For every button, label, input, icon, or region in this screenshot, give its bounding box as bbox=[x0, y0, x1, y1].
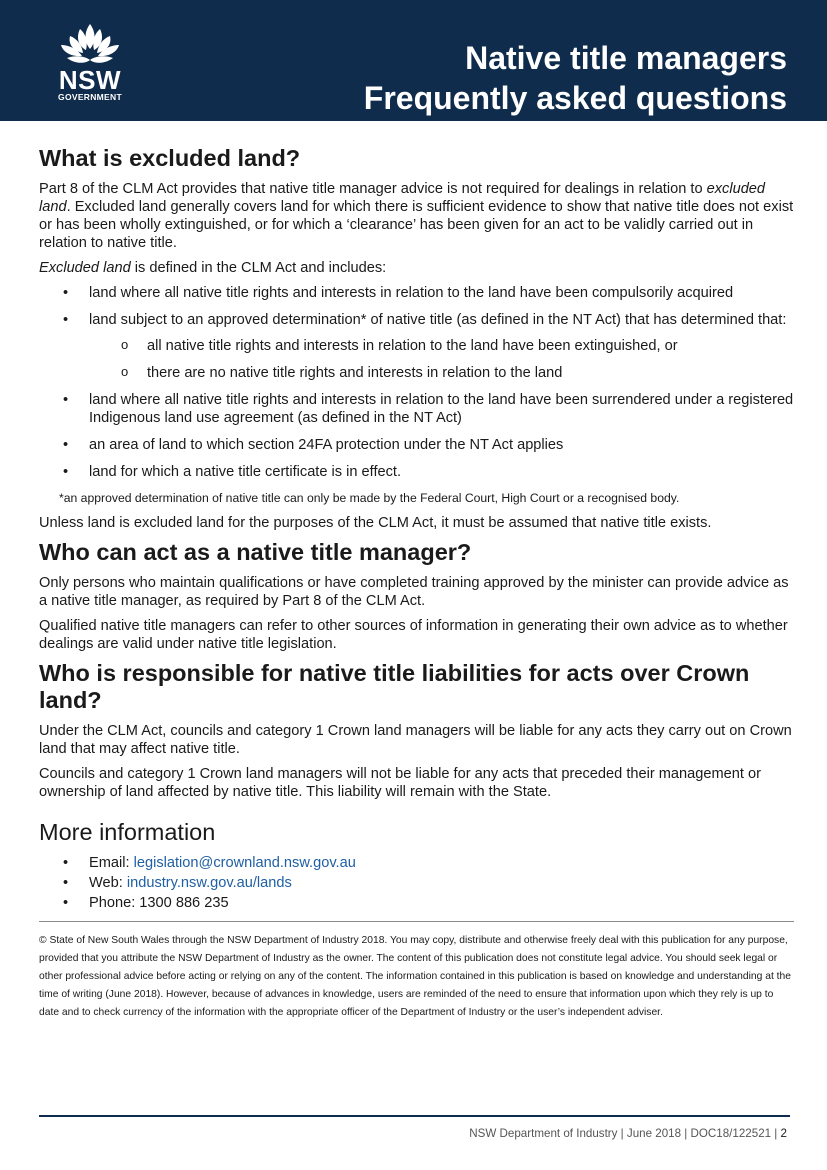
header-banner bbox=[0, 0, 827, 121]
paragraph-excluded-land-intro bbox=[39, 180, 794, 252]
paragraph-qualifications: Only persons who maintain qualifications or have completed training approved by the minister can provide advice as a native title manager, as required by Part 8 of the CLM Act. bbox=[39, 575, 789, 609]
heading-more-information: More information bbox=[39, 819, 216, 845]
logo-government-text: GOVERNMENT bbox=[58, 92, 122, 102]
heading-liabilities: Who is responsible for native title liabilities for acts over Crown land? bbox=[39, 660, 750, 713]
email-label: Email: bbox=[89, 855, 134, 871]
excluded-land-list bbox=[39, 284, 794, 481]
page-footer bbox=[469, 1127, 787, 1140]
sub-list bbox=[89, 337, 794, 382]
footnote-approved-determination: *an approved determination of native title can only be made by the Federal Court, High Court or a recognised body. bbox=[59, 491, 680, 505]
contact-list bbox=[39, 854, 794, 912]
page-title bbox=[364, 38, 787, 118]
contact-email bbox=[39, 854, 794, 872]
paragraph-native-title-assumed: Unless land is excluded land for the purposes of the CLM Act, it must be assumed that native title exists. bbox=[39, 515, 712, 531]
contact-phone: • Phone: 1300 886 235 bbox=[39, 894, 794, 912]
contact-web bbox=[39, 874, 794, 892]
emphasis-text: excluded land bbox=[39, 181, 766, 215]
heading-excluded-land: What is excluded land? bbox=[39, 145, 301, 171]
list-item: • an area of land to which section 24FA protection under the NT Act applies bbox=[39, 436, 794, 454]
paragraph-state-liability: Councils and category 1 Crown land managers will not be liable for any acts that preceded their management or ownership of land affected by native title. This liability will remain with the State. bbox=[39, 766, 761, 800]
sub-list-item: o all native title rights and interests in relation to the land have been extinguished, or bbox=[89, 337, 794, 355]
paragraph-excluded-land-definition bbox=[39, 259, 794, 277]
list-item: • land where all native title rights and interests in relation to the land have been surrendered under a registered Indigenous land use agreement (as defined in the NT Act) bbox=[39, 391, 794, 427]
text-span: Part 8 of the CLM Act provides that native title manager advice is not required for dealings in relation to bbox=[39, 181, 707, 197]
footer-text: NSW Department of Industry | June 2018 | DOC18/122521 | bbox=[469, 1127, 781, 1140]
list-item-text: land subject to an approved determination* of native title (as defined in the NT Act) that has determined that: bbox=[89, 312, 787, 328]
page-title-line-1: Native title managers bbox=[465, 40, 787, 76]
paragraph-other-sources: Qualified native title managers can refer to other sources of information in generating their own advice as to whether dealings are valid under native title legislation. bbox=[39, 618, 788, 652]
document-body bbox=[39, 145, 794, 1022]
waratah-icon bbox=[53, 22, 127, 68]
footer-divider bbox=[39, 1115, 790, 1117]
nsw-government-logo bbox=[50, 22, 130, 106]
list-item bbox=[39, 311, 794, 382]
heading-who-can-act: Who can act as a native title manager? bbox=[39, 539, 472, 565]
emphasis-text: Excluded land bbox=[39, 260, 131, 276]
list-item: • land for which a native title certificate is in effect. bbox=[39, 463, 794, 481]
paragraph-councils-liable: Under the CLM Act, councils and category 1 Crown land managers will be liable for any acts they carry out on Crown land that may affect native title. bbox=[39, 723, 792, 757]
divider bbox=[39, 921, 794, 922]
page-number: 2 bbox=[780, 1127, 787, 1140]
text-span: . Excluded land generally covers land for which there is sufficient evidence to show that native title does not exist or has been wholly extinguished, or for which a ‘clearance’ has been given for an act to be validly carried out in relation to native title. bbox=[39, 199, 794, 251]
email-link[interactable]: legislation@crownland.nsw.gov.au bbox=[133, 855, 356, 871]
copyright-notice: © State of New South Wales through the NSW Department of Industry 2018. You may copy, distribute and otherwise freely deal with this publication for any purpose, provided that you attribute the NSW Department of Industry as the owner. The content of this publication does not constitute legal advice. You should seek legal or other professional advice before acting or relying on any of the content. The information contained in this publication is based on knowledge and understanding at the time of writing (June 2018). However, because of advances in knowledge, users are reminded of the need to ensure that information upon which they rely is up to date and to check currency of the information with the appropriate officer of the Department of Industry or the user’s independent adviser. bbox=[39, 935, 791, 1018]
text-span: is defined in the CLM Act and includes: bbox=[130, 260, 387, 276]
web-label: Web: bbox=[89, 875, 127, 891]
page-title-line-2: Frequently asked questions bbox=[363, 80, 787, 116]
web-link[interactable]: industry.nsw.gov.au/lands bbox=[126, 875, 292, 891]
logo-nsw-text: NSW bbox=[58, 65, 122, 95]
list-item: • land where all native title rights and interests in relation to the land have been compulsorily acquired bbox=[39, 284, 794, 302]
sub-list-item: o there are no native title rights and interests in relation to the land bbox=[89, 364, 794, 382]
